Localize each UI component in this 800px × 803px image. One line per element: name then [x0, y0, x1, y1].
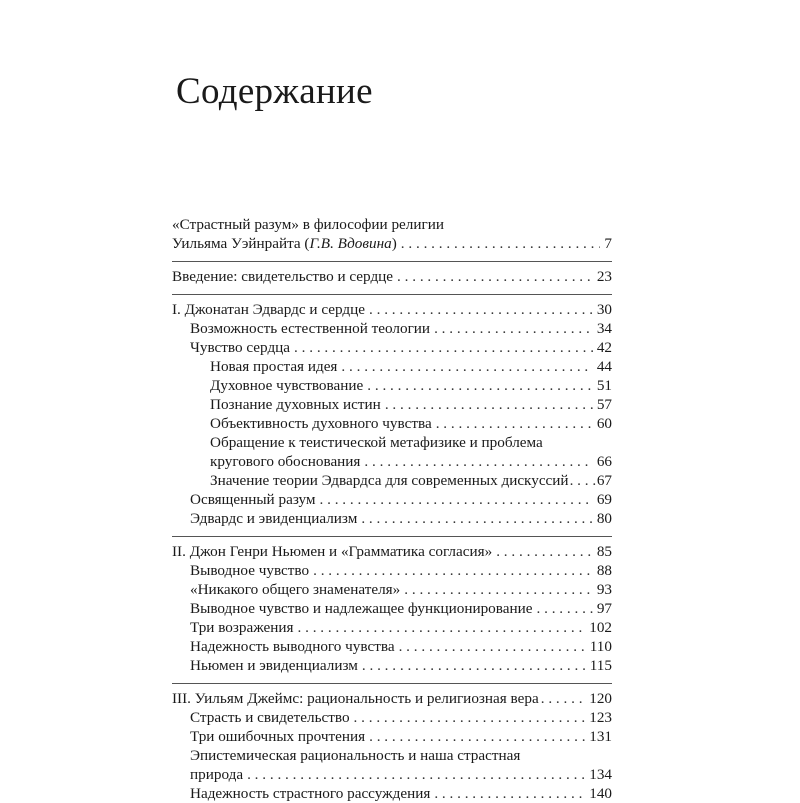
toc-entry[interactable] — [172, 338, 612, 357]
leader-dots — [313, 561, 593, 580]
leader-dots — [354, 708, 586, 727]
toc-entry[interactable] — [172, 708, 612, 727]
toc-entry[interactable] — [172, 561, 612, 580]
leader-dots — [369, 727, 585, 746]
toc-entry[interactable] — [172, 452, 612, 471]
toc-entry[interactable] — [172, 656, 612, 675]
toc-entry-text: Выводное чувство — [190, 562, 310, 579]
toc-entry-text: III. Уильям Джеймс: рациональность и религиозная вера — [172, 690, 539, 707]
toc-entry-intro[interactable] — [172, 267, 612, 286]
toc-entry-text: Объективность духовного чувства — [210, 415, 432, 432]
page-number: 85 — [596, 543, 612, 560]
toc-entry-line1[interactable] — [172, 746, 612, 765]
toc-chapter-2[interactable] — [172, 542, 612, 561]
leader-dots — [434, 319, 593, 338]
toc-entry-text: Уильяма Уэйнрайта (Г.В. Вдовина) — [172, 235, 397, 252]
toc-entry[interactable] — [172, 490, 612, 509]
page-number: 44 — [596, 358, 612, 375]
toc-entry[interactable] — [172, 727, 612, 746]
leader-dots — [401, 234, 601, 253]
toc-entry-text: «Никакого общего знаменателя» — [190, 581, 401, 598]
leader-dots — [364, 452, 592, 471]
leader-dots — [294, 338, 593, 357]
toc-entry[interactable] — [172, 784, 612, 803]
leader-dots — [399, 637, 586, 656]
divider — [172, 683, 612, 684]
toc-chapter-3[interactable] — [172, 689, 612, 708]
toc-entry-text: Надежность страстного рассуждения — [190, 785, 431, 802]
page-number: 123 — [589, 709, 612, 726]
page-number: 69 — [596, 491, 612, 508]
toc-entry-text: Выводное чувство и надлежащее функционирование — [190, 600, 533, 617]
toc-entry-line1[interactable] — [172, 433, 612, 452]
page-number: 34 — [596, 320, 612, 337]
toc-entry-text: «Страстный разум» в философии религии — [172, 216, 444, 233]
toc-entry-text: Значение теории Эдвардса для современных дискуссий — [210, 472, 569, 489]
page-number: 80 — [596, 510, 612, 527]
toc-entry-text: II. Джон Генри Ньюмен и «Грамматика согласия» — [172, 543, 493, 560]
leader-dots — [541, 689, 588, 708]
toc-entry[interactable] — [172, 618, 612, 637]
toc-entry[interactable] — [172, 471, 612, 490]
toc-entry-text: Духовное чувствование — [210, 377, 364, 394]
toc-entry-text: Эдвардс и эвиденциализм — [190, 510, 358, 527]
leader-dots — [362, 656, 586, 675]
toc-entry-text: Освященный разум — [190, 491, 316, 508]
leader-dots — [434, 784, 585, 803]
page-number: 57 — [596, 396, 612, 413]
leader-dots — [436, 414, 593, 433]
page-number: 110 — [589, 638, 612, 655]
page-number: 30 — [596, 301, 612, 318]
toc-entry-text: Ньюмен и эвиденциализм — [190, 657, 358, 674]
leader-dots — [397, 267, 593, 286]
toc-chapter-1[interactable] — [172, 300, 612, 319]
toc-entry[interactable] — [172, 414, 612, 433]
divider — [172, 261, 612, 262]
page-number: 120 — [589, 690, 612, 707]
page-number: 23 — [596, 268, 612, 285]
page-number: 67 — [596, 472, 612, 489]
page-number: 51 — [596, 377, 612, 394]
toc-entry-text: Три возражения — [190, 619, 294, 636]
toc-entry-preface[interactable] — [172, 234, 612, 253]
toc-entry-text: Введение: свидетельство и сердце — [172, 268, 394, 285]
page-number: 93 — [596, 581, 612, 598]
toc-entry-text: Чувство сердца — [190, 339, 291, 356]
leader-dots — [496, 542, 593, 561]
toc-entry-preface-line1[interactable] — [172, 215, 612, 234]
divider — [172, 536, 612, 537]
toc-entry-text: кругового обоснования — [210, 453, 361, 470]
table-of-contents — [172, 215, 612, 803]
toc-entry[interactable] — [172, 395, 612, 414]
toc-entry-text: природа — [190, 766, 244, 783]
leader-dots — [537, 599, 593, 618]
toc-entry[interactable] — [172, 376, 612, 395]
leader-dots — [367, 376, 593, 395]
toc-entry-text: Познание духовных истин — [210, 396, 381, 413]
page-number: 134 — [589, 766, 612, 783]
toc-entry-text: I. Джонатан Эдвардс и сердце — [172, 301, 366, 318]
leader-dots — [247, 765, 585, 784]
page-number: 66 — [596, 453, 612, 470]
toc-entry-text: Надежность выводного чувства — [190, 638, 395, 655]
author-name: Г.В. Вдовина — [309, 235, 392, 252]
toc-entry[interactable] — [172, 637, 612, 656]
page-number: 42 — [596, 339, 612, 356]
divider — [172, 294, 612, 295]
leader-dots — [570, 471, 596, 490]
page-number: 102 — [589, 619, 612, 636]
toc-entry[interactable] — [172, 319, 612, 338]
page-number: 60 — [596, 415, 612, 432]
toc-entry-text: Обращение к теистической метафизике и проблема — [210, 434, 543, 451]
toc-entry-text: Новая простая идея — [210, 358, 338, 375]
leader-dots — [298, 618, 586, 637]
toc-entry-text: Страсть и свидетельство — [190, 709, 350, 726]
page-number: 88 — [596, 562, 612, 579]
toc-entry[interactable] — [172, 509, 612, 528]
page-number: 131 — [589, 728, 612, 745]
page-number: 115 — [589, 657, 612, 674]
toc-entry[interactable] — [172, 765, 612, 784]
page-number: 7 — [604, 235, 612, 252]
toc-entry[interactable] — [172, 357, 612, 376]
toc-entry-text: Эпистемическая рациональность и наша страстная — [190, 747, 521, 764]
page-number: 140 — [589, 785, 612, 802]
leader-dots — [361, 509, 592, 528]
leader-dots — [320, 490, 593, 509]
toc-entry[interactable] — [172, 580, 612, 599]
leader-dots — [341, 357, 592, 376]
toc-entry[interactable] — [172, 599, 612, 618]
toc-entry-text: Три ошибочных прочтения — [190, 728, 366, 745]
leader-dots — [369, 300, 593, 319]
leader-dots — [404, 580, 593, 599]
toc-entry-text: Возможность естественной теологии — [190, 320, 431, 337]
leader-dots — [385, 395, 593, 414]
page-number: 97 — [596, 600, 612, 617]
page-title: Содержание — [176, 71, 373, 112]
